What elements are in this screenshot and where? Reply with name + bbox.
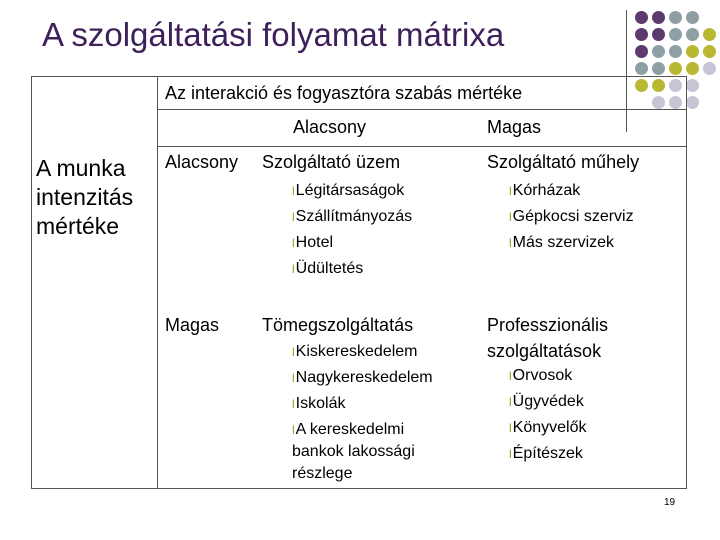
gray-dot-icon [669,28,682,41]
list-item-continuation: részlege [292,465,353,482]
bullet-icon: l [509,210,512,224]
olive-dot-icon [703,28,716,41]
purple-dot-icon [635,28,648,41]
list-item: lGépkocsi szerviz [509,208,634,225]
row-header: A munka intenzitás mértéke [36,155,134,239]
list-item: lLégitársaságok [292,182,405,199]
list-item: lÜdültetés [292,260,364,277]
list-item: lA kereskedelmi [292,421,405,438]
bullet-icon: l [509,395,512,409]
list-item: lMás szervizek [509,234,615,251]
gray-dot-icon [669,11,682,24]
purple-dot-icon [652,28,665,41]
list-item: lÉpítészek [509,445,583,462]
grid-line [686,76,687,489]
lavender-dot-icon [652,96,665,109]
bullet-icon: l [292,210,295,224]
bullet-icon: l [292,236,295,250]
bullet-icon: l [292,397,295,411]
olive-dot-icon [686,45,699,58]
gray-dot-icon [652,45,665,58]
gray-dot-icon [635,62,648,75]
gray-dot-icon [669,45,682,58]
purple-dot-icon [652,11,665,24]
gray-dot-icon [686,28,699,41]
slide-title: A szolgáltatási folyamat mátrixa [42,16,505,53]
list-item: lIskolák [292,395,346,412]
bullet-icon: l [509,184,512,198]
lavender-dot-icon [686,96,699,109]
bullet-icon: l [292,184,295,198]
bullet-icon: l [509,447,512,461]
gray-dot-icon [652,62,665,75]
bullet-icon: l [292,371,295,385]
list-item: lÜgyvédek [509,393,584,410]
bullet-icon: l [292,345,295,359]
bullet-icon: l [509,236,512,250]
quadrant-title-service-factory: Szolgáltató üzem [262,152,401,172]
lavender-dot-icon [686,79,699,92]
grid-line [157,146,687,147]
bullet-icon: l [292,423,295,437]
page-number: 19 [664,497,676,508]
lavender-dot-icon [669,79,682,92]
bullet-icon: l [509,421,512,435]
gray-dot-icon [686,11,699,24]
purple-dot-icon [635,11,648,24]
olive-dot-icon [635,79,648,92]
olive-dot-icon [686,62,699,75]
bullet-icon: l [292,262,295,276]
quadrant-title-service-shop: Szolgáltató műhely [487,152,640,172]
olive-dot-icon [669,62,682,75]
list-item: lNagykereskedelem [292,369,433,386]
grid-line [31,76,32,489]
row-label-high: Magas [165,315,220,335]
list-item: lOrvosok [509,367,573,384]
row-label-low: Alacsony [165,152,239,172]
lavender-dot-icon [669,96,682,109]
grid-line [31,488,687,489]
list-item: lKórházak [509,182,581,199]
column-label-low: Alacsony [293,117,367,137]
grid-line [31,76,687,77]
decorative-vertical-line [626,10,627,132]
quadrant-title-mass-service: Tömegszolgáltatás [262,315,414,335]
list-item: lHotel [292,234,334,251]
bullet-icon: l [509,369,512,383]
quadrant-title-professional-services-line2: szolgáltatások [487,341,602,361]
olive-dot-icon [652,79,665,92]
lavender-dot-icon [703,62,716,75]
purple-dot-icon [635,45,648,58]
olive-dot-icon [703,45,716,58]
list-item: lSzállítmányozás [292,208,413,225]
list-item-continuation: bankok lakossági [292,443,415,460]
quadrant-title-professional-services: Professzionális [487,315,609,335]
grid-line [157,76,158,489]
column-header: Az interakció és fogyasztóra szabás mértéke [165,83,523,103]
grid-line [157,109,687,110]
column-label-high: Magas [487,117,542,137]
list-item: lKönyvelők [509,419,587,436]
list-item: lKiskereskedelem [292,343,418,360]
